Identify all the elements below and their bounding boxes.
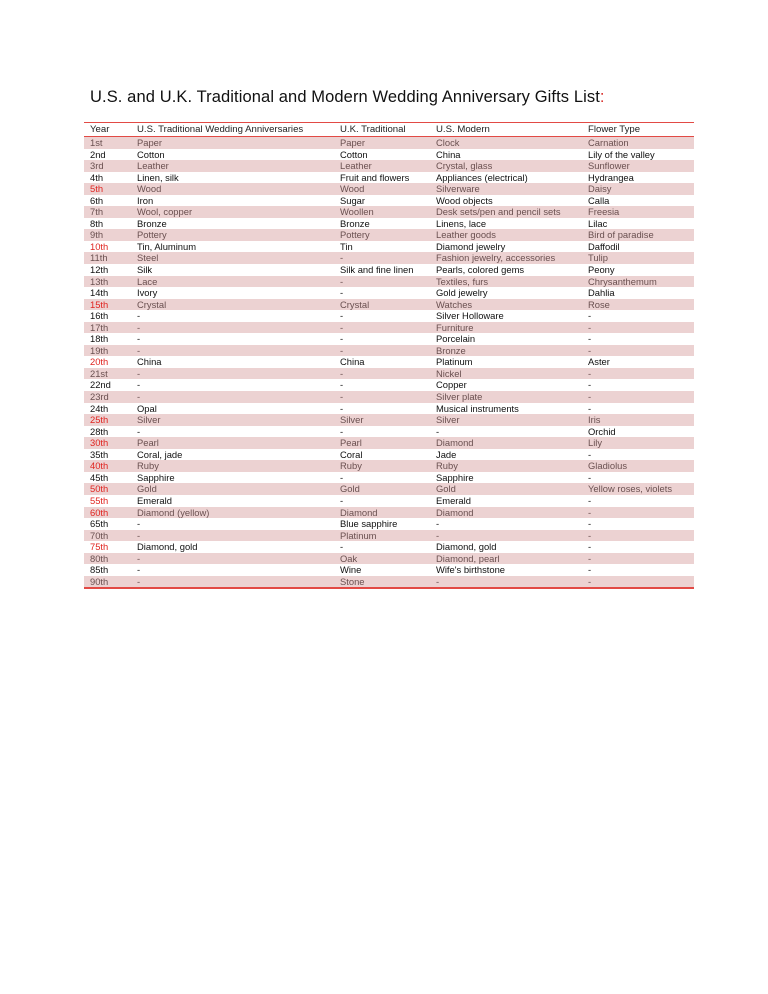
anniversary-gifts-table (84, 122, 694, 589)
table-row (84, 391, 694, 403)
cell-year: 16th (90, 310, 109, 322)
table-row (84, 137, 694, 149)
cell-us-traditional: Sapphire (137, 471, 175, 483)
cell-uk-traditional: Tin (340, 240, 353, 252)
table-row (84, 183, 694, 195)
cell-flower-type: Daffodil (588, 240, 620, 252)
cell-uk-traditional: - (340, 471, 344, 483)
cell-uk-traditional: Fruit and flowers (340, 171, 410, 183)
cell-us-modern: Leather goods (436, 229, 496, 241)
cell-us-modern: Wife's birthstone (436, 564, 506, 576)
cell-us-traditional: - (137, 367, 141, 379)
cell-flower-type: Dahlia (588, 287, 615, 299)
cell-year: 60th (90, 506, 109, 518)
table-row (84, 495, 694, 507)
table-row (84, 172, 694, 184)
cell-us-traditional: - (137, 344, 141, 356)
cell-uk-traditional: - (340, 321, 344, 333)
cell-uk-traditional: Wood (340, 183, 365, 195)
cell-flower-type: - (588, 333, 592, 345)
table-row (84, 403, 694, 415)
cell-uk-traditional: - (340, 367, 344, 379)
table-row (84, 553, 694, 565)
cell-uk-traditional: Pottery (340, 229, 370, 241)
cell-us-modern: Diamond (436, 506, 474, 518)
cell-us-traditional: - (137, 518, 141, 530)
cell-uk-traditional: - (340, 287, 344, 299)
cell-uk-traditional: Silver (340, 414, 364, 426)
table-row (84, 206, 694, 218)
cell-uk-traditional: - (340, 333, 344, 345)
cell-flower-type: Daisy (588, 183, 612, 195)
cell-us-traditional: China (137, 356, 162, 368)
table-row (84, 333, 694, 345)
cell-us-modern: Clock (436, 137, 460, 148)
cell-flower-type: Lily (588, 437, 603, 449)
cell-us-traditional: - (137, 333, 141, 345)
cell-year: 13th (90, 275, 109, 287)
cell-year: 50th (90, 483, 109, 495)
cell-us-traditional: Pearl (137, 437, 159, 449)
cell-year: 90th (90, 575, 109, 587)
cell-us-traditional: Pottery (137, 229, 167, 241)
cell-us-traditional: Emerald (137, 494, 172, 506)
table-row (84, 483, 694, 495)
cell-us-traditional: Opal (137, 402, 157, 414)
cell-flower-type: Hydrangea (588, 171, 634, 183)
cell-us-modern: Emerald (436, 494, 471, 506)
cell-year: 11th (90, 252, 108, 264)
table-row (84, 368, 694, 380)
table-row (84, 218, 694, 230)
cell-year: 21st (90, 367, 108, 379)
cell-us-modern: Silverware (436, 183, 480, 195)
cell-us-traditional: - (137, 391, 141, 403)
table-row (84, 564, 694, 576)
cell-uk-traditional: Woollen (340, 206, 374, 218)
cell-us-modern: Ruby (436, 460, 458, 472)
table-row (84, 149, 694, 161)
table-row (84, 299, 694, 311)
cell-flower-type: Yellow roses, violets (588, 483, 673, 495)
cell-us-traditional: Bronze (137, 217, 167, 229)
cell-uk-traditional: - (340, 402, 344, 414)
cell-year: 40th (90, 460, 109, 472)
title-suffix: : (599, 88, 605, 106)
table-row (84, 426, 694, 438)
cell-flower-type: Peony (588, 264, 615, 276)
cell-uk-traditional: - (340, 391, 344, 403)
cell-uk-traditional: Cotton (340, 148, 368, 160)
cell-uk-traditional: Sugar (340, 194, 366, 206)
table-row (84, 310, 694, 322)
cell-year: 1st (90, 137, 103, 148)
cell-us-modern: Crystal, glass (436, 160, 493, 172)
cell-us-modern: Bronze (436, 344, 466, 356)
cell-us-traditional: - (137, 529, 141, 541)
cell-us-modern: - (436, 529, 440, 541)
cell-us-traditional: Silver (137, 414, 161, 426)
cell-flower-type: - (588, 321, 592, 333)
header-us-traditional: U.S. Traditional Wedding Anniversaries (137, 123, 304, 135)
cell-us-modern: - (436, 425, 440, 437)
table-row (84, 449, 694, 461)
cell-us-modern: Silver plate (436, 391, 483, 403)
cell-us-traditional: Gold (137, 483, 157, 495)
cell-year: 5th (90, 183, 104, 195)
table-row (84, 345, 694, 357)
table-row (84, 252, 694, 264)
cell-flower-type: - (588, 379, 592, 391)
cell-flower-type: - (588, 448, 592, 460)
cell-us-traditional: - (137, 310, 141, 322)
cell-flower-type: Calla (588, 194, 610, 206)
cell-uk-traditional: Coral (340, 448, 363, 460)
cell-us-traditional: - (137, 552, 141, 564)
cell-flower-type: - (588, 367, 592, 379)
cell-uk-traditional: Wine (340, 564, 362, 576)
cell-us-modern: - (436, 575, 440, 587)
cell-uk-traditional: Bronze (340, 217, 370, 229)
cell-year: 8th (90, 217, 104, 229)
cell-flower-type: - (588, 402, 592, 414)
cell-uk-traditional: - (340, 541, 344, 553)
cell-flower-type: - (588, 471, 592, 483)
cell-us-modern: Silver Holloware (436, 310, 504, 322)
cell-flower-type: - (588, 310, 592, 322)
cell-flower-type: - (588, 541, 592, 553)
cell-year: 4th (90, 171, 104, 183)
cell-year: 24th (90, 402, 109, 414)
cell-year: 2nd (90, 148, 106, 160)
cell-year: 20th (90, 356, 109, 368)
cell-flower-type: Tulip (588, 252, 608, 264)
cell-us-modern: Platinum (436, 356, 473, 368)
cell-us-modern: Jade (436, 448, 457, 460)
cell-year: 22nd (90, 379, 111, 391)
cell-flower-type: - (588, 344, 592, 356)
cell-us-traditional: Steel (137, 252, 159, 264)
cell-uk-traditional: - (340, 344, 344, 356)
cell-us-traditional: Linen, silk (137, 171, 179, 183)
cell-uk-traditional: Ruby (340, 460, 362, 472)
cell-flower-type: Gladiolus (588, 460, 628, 472)
cell-flower-type: - (588, 391, 592, 403)
cell-year: 80th (90, 552, 109, 564)
cell-year: 70th (90, 529, 109, 541)
cell-flower-type: Rose (588, 298, 610, 310)
header-year: Year (90, 123, 110, 135)
cell-flower-type: - (588, 552, 592, 564)
cell-year: 35th (90, 448, 109, 460)
table-row (84, 276, 694, 288)
cell-us-modern: Diamond jewelry (436, 240, 506, 252)
cell-us-modern: Furniture (436, 321, 474, 333)
table-row (84, 460, 694, 472)
cell-us-modern: Gold (436, 483, 456, 495)
cell-us-modern: Sapphire (436, 471, 474, 483)
table-row (84, 507, 694, 519)
cell-flower-type: Chrysanthemum (588, 275, 657, 287)
cell-us-modern: Textiles, furs (436, 275, 489, 287)
cell-flower-type: - (588, 575, 592, 587)
cell-flower-type: Aster (588, 356, 610, 368)
title-text: U.S. and U.K. Traditional and Modern Wedding Anniversary Gifts List (90, 88, 600, 106)
header-uk-traditional: U.K. Traditional (340, 123, 406, 135)
cell-flower-type: Iris (588, 414, 601, 426)
table-header-row (84, 123, 694, 137)
cell-us-modern: Nickel (436, 367, 462, 379)
cell-year: 75th (90, 541, 109, 553)
cell-year: 17th (90, 321, 109, 333)
table-row (84, 195, 694, 207)
cell-us-modern: Appliances (electrical) (436, 171, 528, 183)
cell-uk-traditional: - (340, 494, 344, 506)
cell-year: 85th (90, 564, 109, 576)
cell-year: 25th (90, 414, 109, 426)
cell-uk-traditional: - (340, 425, 344, 437)
table-row (84, 322, 694, 334)
cell-uk-traditional: Gold (340, 483, 360, 495)
cell-uk-traditional: - (340, 275, 344, 287)
cell-uk-traditional: Silk and fine linen (340, 264, 414, 276)
cell-year: 19th (90, 344, 109, 356)
table-row (84, 530, 694, 542)
table-row (84, 518, 694, 530)
cell-us-modern: Desk sets/pen and pencil sets (436, 206, 561, 218)
cell-us-traditional: Silk (137, 264, 153, 276)
cell-uk-traditional: Paper (340, 137, 366, 148)
header-us-modern: U.S. Modern (436, 123, 490, 135)
cell-us-traditional: - (137, 321, 141, 333)
cell-us-modern: Linens, lace (436, 217, 487, 229)
cell-us-modern: Wood objects (436, 194, 493, 206)
cell-flower-type: Carnation (588, 137, 629, 148)
cell-flower-type: Lily of the valley (588, 148, 655, 160)
cell-flower-type: - (588, 494, 592, 506)
cell-flower-type: Lilac (588, 217, 608, 229)
cell-uk-traditional: Leather (340, 160, 372, 172)
cell-flower-type: Bird of paradise (588, 229, 654, 241)
header-flower-type: Flower Type (588, 123, 641, 135)
cell-us-traditional: - (137, 425, 141, 437)
cell-uk-traditional: Platinum (340, 529, 377, 541)
cell-year: 45th (90, 471, 109, 483)
cell-flower-type: Orchid (588, 425, 616, 437)
cell-year: 15th (90, 298, 109, 310)
cell-us-modern: Porcelain (436, 333, 476, 345)
cell-us-traditional: - (137, 379, 141, 391)
cell-uk-traditional: - (340, 252, 344, 264)
table-row (84, 264, 694, 276)
cell-uk-traditional: Stone (340, 575, 365, 587)
cell-us-traditional: Iron (137, 194, 154, 206)
cell-us-modern: Diamond (436, 437, 474, 449)
cell-flower-type: Sunflower (588, 160, 630, 172)
cell-us-modern: Pearls, colored gems (436, 264, 525, 276)
table-row (84, 541, 694, 553)
cell-year: 28th (90, 425, 109, 437)
cell-us-traditional: Wool, copper (137, 206, 193, 218)
cell-us-traditional: Ivory (137, 287, 158, 299)
cell-uk-traditional: - (340, 310, 344, 322)
cell-flower-type: - (588, 506, 592, 518)
cell-year: 55th (90, 494, 109, 506)
table-row (84, 160, 694, 172)
cell-us-modern: - (436, 518, 440, 530)
cell-uk-traditional: - (340, 379, 344, 391)
cell-year: 65th (90, 518, 109, 530)
cell-uk-traditional: Oak (340, 552, 358, 564)
cell-year: 6th (90, 194, 104, 206)
cell-flower-type: - (588, 518, 592, 530)
cell-us-traditional: Lace (137, 275, 158, 287)
cell-uk-traditional: China (340, 356, 365, 368)
cell-us-traditional: Tin, Aluminum (137, 240, 197, 252)
table-row (84, 356, 694, 368)
cell-flower-type: - (588, 564, 592, 576)
cell-us-traditional: Wood (137, 183, 162, 195)
cell-uk-traditional: Blue sapphire (340, 518, 398, 530)
table-row (84, 241, 694, 253)
cell-us-traditional: Diamond, gold (137, 541, 198, 553)
table-body (84, 137, 694, 587)
cell-flower-type: - (588, 529, 592, 541)
table-row (84, 229, 694, 241)
page-title (90, 88, 605, 107)
cell-us-modern: China (436, 148, 461, 160)
cell-us-traditional: Ruby (137, 460, 159, 472)
cell-us-traditional: Diamond (yellow) (137, 506, 210, 518)
cell-year: 30th (90, 437, 109, 449)
table-row (84, 472, 694, 484)
cell-us-modern: Diamond, gold (436, 541, 497, 553)
cell-us-modern: Diamond, pearl (436, 552, 500, 564)
cell-us-traditional: Coral, jade (137, 448, 183, 460)
cell-us-modern: Copper (436, 379, 467, 391)
table-row (84, 437, 694, 449)
table-row (84, 576, 694, 588)
cell-us-modern: Fashion jewelry, accessories (436, 252, 556, 264)
cell-year: 3rd (90, 160, 104, 172)
cell-us-modern: Gold jewelry (436, 287, 488, 299)
cell-year: 18th (90, 333, 109, 345)
cell-uk-traditional: Crystal (340, 298, 370, 310)
cell-us-traditional: Cotton (137, 148, 165, 160)
cell-us-modern: Musical instruments (436, 402, 519, 414)
cell-us-modern: Silver (436, 414, 460, 426)
cell-flower-type: Freesia (588, 206, 620, 218)
table-row (84, 287, 694, 299)
table-row (84, 379, 694, 391)
cell-uk-traditional: Diamond (340, 506, 378, 518)
cell-us-traditional: Paper (137, 137, 163, 148)
cell-year: 7th (90, 206, 104, 218)
cell-us-traditional: Leather (137, 160, 169, 172)
cell-uk-traditional: Pearl (340, 437, 362, 449)
cell-us-traditional: - (137, 575, 141, 587)
cell-us-traditional: - (137, 564, 141, 576)
cell-year: 23rd (90, 391, 109, 403)
cell-year: 9th (90, 229, 104, 241)
cell-year: 10th (90, 240, 109, 252)
cell-year: 12th (90, 264, 109, 276)
table-row (84, 414, 694, 426)
cell-us-traditional: Crystal (137, 298, 167, 310)
cell-us-modern: Watches (436, 298, 473, 310)
cell-year: 14th (90, 287, 109, 299)
